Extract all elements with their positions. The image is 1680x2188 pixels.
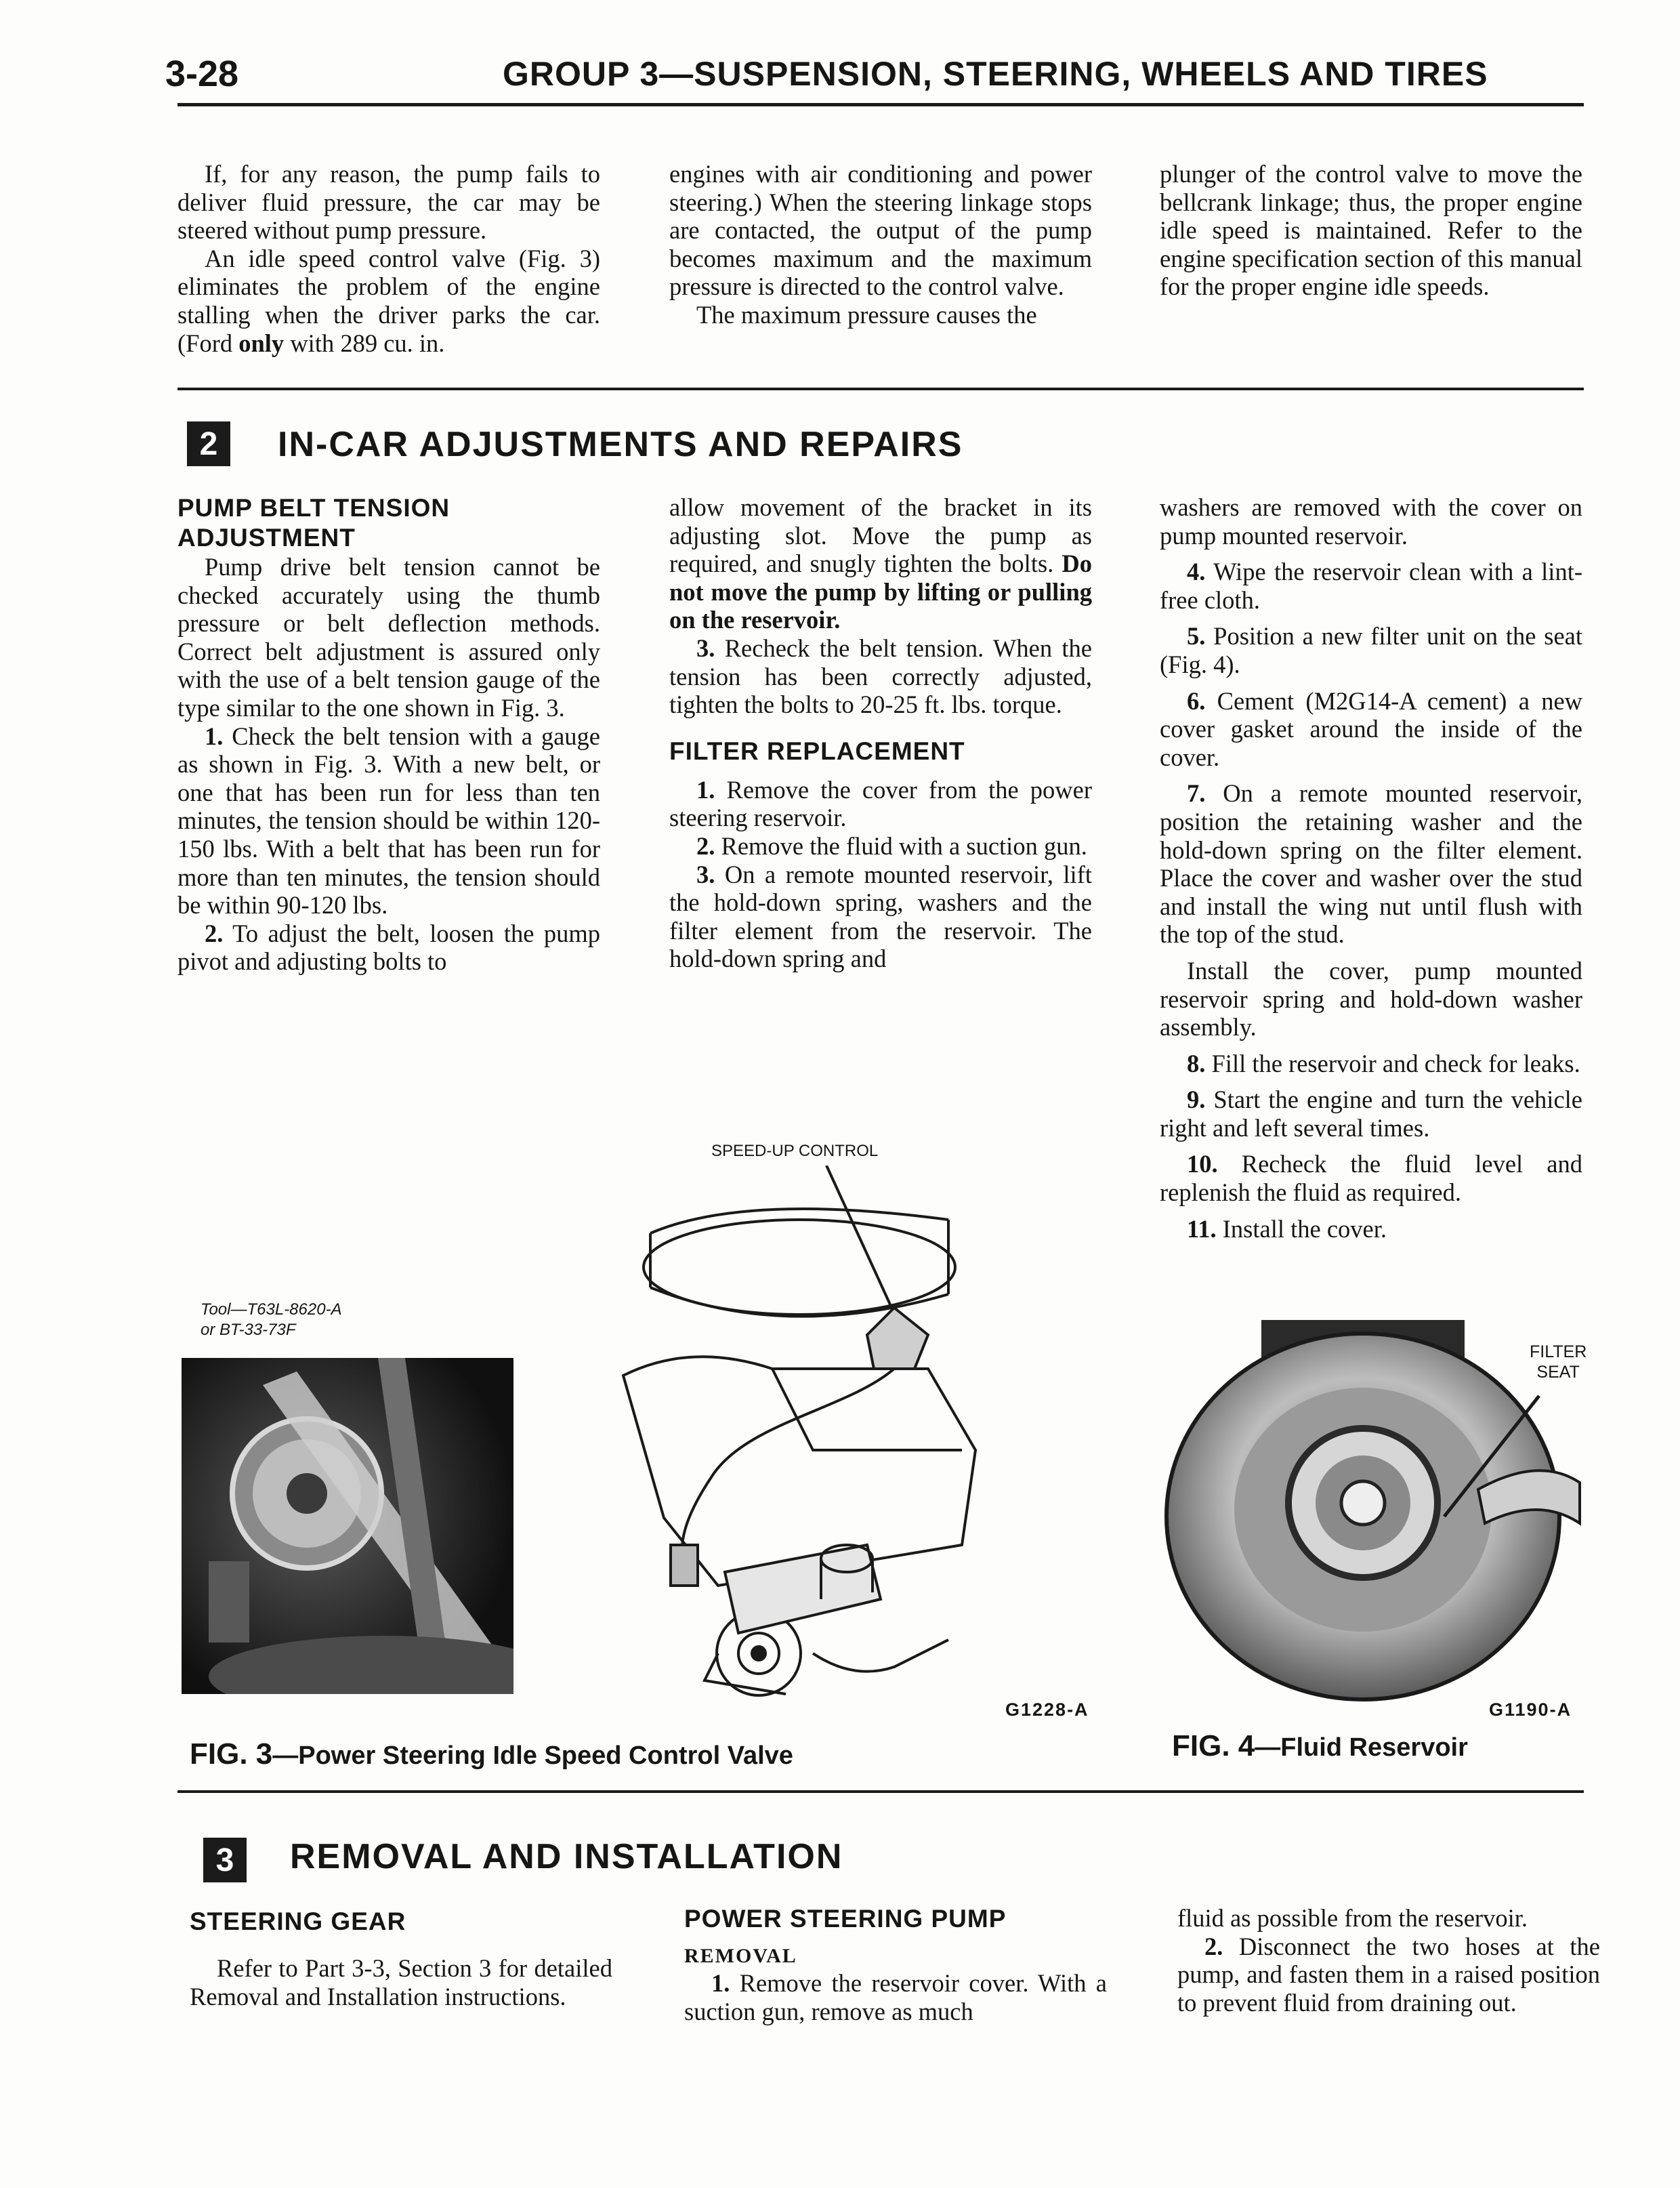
fig4-caption: FIG. 4—Fluid Reservoir — [1172, 1729, 1468, 1762]
engine-diagram — [610, 1165, 989, 1708]
speed-up-control-callout: SPEED-UP CONTROL — [711, 1142, 879, 1160]
subsection-heading: STEERING GEAR — [190, 1907, 406, 1935]
step: 8. Fill the reservoir and check for leaks. — [1187, 1049, 1580, 1077]
paragraph: fluid as possible from the reservoir. — [1177, 1904, 1528, 1932]
intro-column-2 — [669, 160, 1092, 329]
subsection-heading: POWER STEERING PUMP — [684, 1905, 1007, 1933]
paragraph: washers are removed with the cover on pump mounted reservoir. — [1160, 493, 1582, 550]
group-title: GROUP 3—SUSPENSION, STEERING, WHEELS AND TIRES — [503, 55, 1488, 93]
intro-column-3 — [1160, 160, 1582, 301]
section-rule — [177, 1790, 1584, 1793]
step: 3. On a remote mounted reservoir, lift the hold-down spring, washers and the filter element from the reservoir. The hold-down spring and — [669, 860, 1092, 973]
section-rule — [177, 388, 1584, 390]
section-number-badge: 2 — [187, 421, 230, 466]
intro-paragraph: The maximum pressure causes the — [696, 300, 1037, 329]
step: 2. To adjust the belt, loosen the pump pivot and adjusting bolts to — [177, 919, 600, 976]
filter-seat-label: FILTER SEAT — [1527, 1342, 1589, 1382]
intro-column-1 — [177, 160, 600, 357]
step: 1. Remove the cover from the power steering reservoir. — [669, 775, 1092, 832]
fig3-caption: FIG. 3—Power Steering Idle Speed Control Valve — [190, 1737, 793, 1771]
step: 6. Cement (M2G14-A cement) a new cover gasket around the inside of the cover. — [1160, 686, 1582, 771]
section2-column-2 — [669, 493, 1092, 973]
intro-paragraph: plunger of the control valve to move the bellcrank linkage; thus, the proper engine idle speed is maintained. Refer to the engine specification section of this manual for the proper engine idle speeds. — [1160, 160, 1582, 301]
page-number: 3-28 — [165, 54, 239, 94]
step: 11. Install the cover. — [1187, 1214, 1387, 1243]
paragraph: Pump drive belt tension cannot be checked accurately using the thumb pressure or belt deflection methods. Correct belt adjustment is assured only with the use of a belt tension gauge of the type similar to the one shown in Fig. 3. — [177, 553, 600, 722]
section2-column-3 — [1160, 493, 1582, 1243]
fig3-code: G1228-A — [1005, 1699, 1089, 1720]
step: 3. Recheck the belt tension. When the tension has been correctly adjusted, tighten the bolts to 20-25 ft. lbs. torque. — [669, 634, 1092, 719]
paragraph: allow movement of the bracket in its adjusting slot. Move the pump as required, and snugly tighten the bolts. Do not move the pump by lifting or pulling on the reservoir. — [669, 493, 1092, 634]
fluid-reservoir-photo — [1160, 1320, 1587, 1705]
paragraph: Refer to Part 3-3, Section 3 for detailed Removal and Installation instructions. — [190, 1954, 612, 2010]
step: 2. Remove the fluid with a suction gun. — [696, 831, 1087, 860]
intro-paragraph: engines with air conditioning and power steering.) When the steering linkage stops are contacted, the output of the pump becomes maximum and the maximum pressure is directed to the control valve. — [669, 160, 1092, 301]
subsection-heading: PUMP BELT TENSION — [177, 494, 450, 522]
section-number-badge: 3 — [203, 1838, 247, 1882]
belt-tension-gauge-photo — [182, 1358, 513, 1694]
step: 1. Check the belt tension with a gauge as shown in Fig. 3. With a new belt, or one that has been run for less than ten minutes, the tension should be within 120-150 lbs. With a belt that has been run for more than ten minutes, the tension should be within 90-120 lbs. — [177, 722, 600, 920]
step: 10. Recheck the fluid level and replenish the fluid as required. — [1160, 1150, 1582, 1207]
header-rule — [177, 103, 1584, 106]
step: 9. Start the engine and turn the vehicle right and left several times. — [1160, 1086, 1582, 1142]
section-title: IN-CAR ADJUSTMENTS AND REPAIRS — [278, 425, 963, 464]
step: 7. On a remote mounted reservoir, position the retaining washer and the hold-down spring on the filter element. Place the cover and washer over the stud and install the wing nut until flush with the top of the stud. — [1160, 779, 1582, 949]
intro-paragraph: An idle speed control valve (Fig. 3) eliminates the problem of the engine stalling when the driver parks the car. (Ford only with 289 cu. in. — [177, 244, 600, 357]
section3-column-1 — [190, 1907, 612, 2010]
paragraph: Install the cover, pump mounted reservoir spring and hold-down washer assembly. — [1160, 956, 1582, 1041]
subsection-heading: FILTER REPLACEMENT — [669, 737, 965, 765]
section-title: REMOVAL AND INSTALLATION — [290, 1837, 843, 1876]
subsection-heading: ADJUSTMENT — [177, 524, 356, 552]
section3-column-3 — [1177, 1904, 1600, 2017]
section3-column-2 — [684, 1904, 1107, 2025]
step: 2. Disconnect the two hoses at the pump, and fasten them in a raised position to prevent fluid from draining out. — [1177, 1932, 1600, 2017]
step: 4. Wipe the reservoir clean with a lint-free cloth. — [1160, 558, 1582, 614]
section2-column-1 — [177, 493, 600, 976]
intro-paragraph: If, for any reason, the pump fails to deliver fluid pressure, the car may be steered without pump pressure. — [177, 160, 600, 245]
subheading-removal: REMOVAL — [684, 1945, 797, 1967]
fig4-code: G1190-A — [1489, 1699, 1572, 1720]
step: 5. Position a new filter unit on the seat (Fig. 4). — [1160, 622, 1582, 678]
tool-label: Tool—T63L-8620-A or BT-33-73F — [201, 1300, 342, 1339]
step: 1. Remove the reservoir cover. With a suction gun, remove as much — [684, 1969, 1107, 2025]
